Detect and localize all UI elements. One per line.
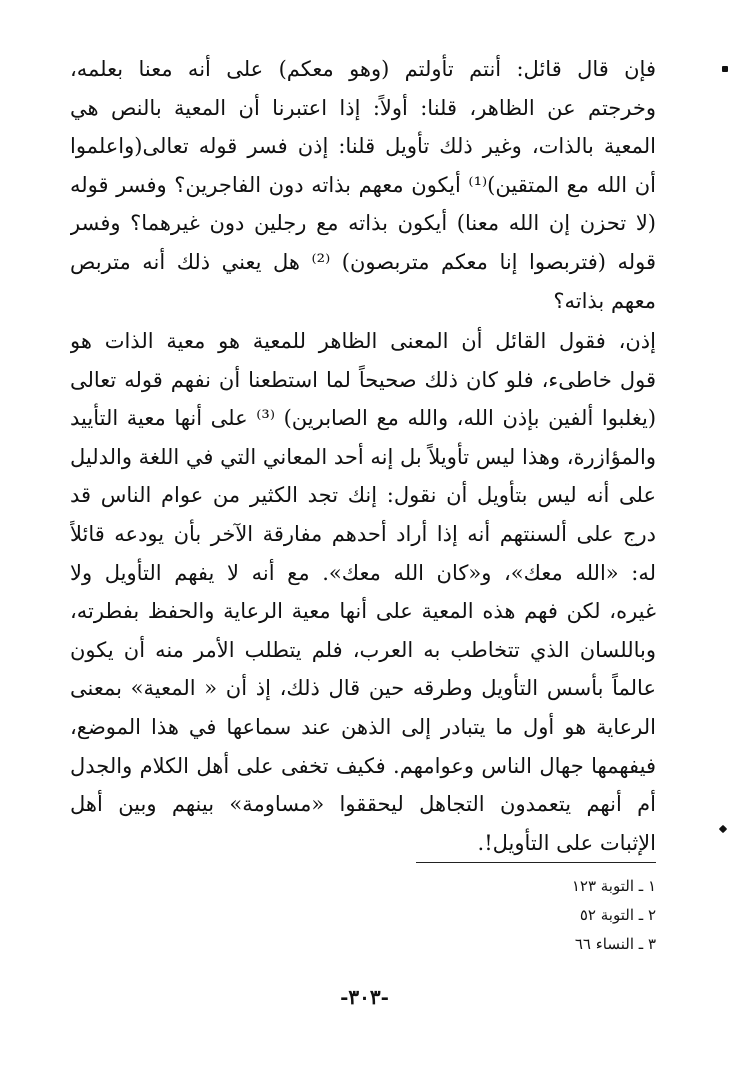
margin-mark <box>722 66 728 72</box>
paragraph-2 <box>70 322 656 862</box>
text-line: وخرجتم عن الظاهر، قلنا: أولاً: إذا اعتبرنا أن المعية بالنص هي <box>70 95 656 120</box>
text-line: (لا تحزن إن الله معنا) أيكون بذاته مع رجلين دون غيرهما؟ وفسر <box>70 211 656 236</box>
text-line: عالماً بأسس التأويل وطرقه حين قال ذلك، إذ أن « المعية» بمعنى <box>70 676 656 701</box>
text-line: الرعاية هو أول ما يتبادر إلى الذهن عند سماعها في هذا الموضع، <box>70 714 656 739</box>
page-number: -٣٠٣- <box>340 985 389 1009</box>
text-line: والمؤازرة، وهذا ليس تأويلاً بل إنه أحد المعاني التي في اللغة والدليل <box>70 444 656 469</box>
text-line: فيفهمها جهال الناس وعوامهم. فكيف تخفى على أهل الكلام والجدل <box>70 753 656 778</box>
text-line: درج على ألسنتهم أنه إذا أراد أحدهم مفارقة الآخر بأن يودعه قائلاً <box>70 521 656 546</box>
text-line: قول خاطىء، فلو كان ذلك صحيحاً لما استطعنا أن نفهم قوله تعالى <box>70 367 656 392</box>
text-line: المعية بالذات، وغير ذلك تأويل قلنا: إذن فسر قوله تعالى(واعلموا <box>70 134 656 159</box>
text-line: (يغلبوا ألفين بإذن الله، والله مع الصابرين) ⁽³⁾ على أنها معية التأييد <box>70 406 656 431</box>
margin-mark <box>719 825 727 833</box>
paragraph-1 <box>70 50 656 320</box>
footnote: ٢ ـ التوبة ٥٢ <box>579 906 656 924</box>
text-line: معهم بذاته؟ <box>553 288 656 313</box>
text-line: إذن، فقول القائل أن المعنى الظاهر للمعية هو معية الذات هو <box>70 329 656 353</box>
text-line: له: «الله معك»، و«كان الله معك». مع أنه لا يفهم التأويل ولا <box>70 560 656 585</box>
text-line: قوله (فتربصوا إنا معكم متربصون) ⁽²⁾ هل يعني ذلك أنه متربص <box>70 249 656 274</box>
footnotes <box>416 872 656 959</box>
footnote: ١ ـ التوبة ١٢٣ <box>571 877 656 895</box>
text-line: على أنه ليس بتأويل أن نقول: إنك تجد الكثير من عوام الناس قد <box>70 483 656 508</box>
text-line: وباللسان الذي تتخاطب به العرب، فلم يتطلب الأمر منه أن يكون <box>70 637 656 662</box>
footnote: ٣ ـ النساء ٦٦ <box>574 935 656 953</box>
footnote-divider <box>416 862 656 863</box>
text-line: فإن قال قائل: أنتم تأولتم (وهو معكم) على أنه معنا بعلمه، <box>70 57 656 81</box>
text-line: الإثبات على التأويل!. <box>477 830 656 855</box>
text-line: غيره، لكن فهم هذه المعية على أنها معية الرعاية والحفظ بفطرته، <box>70 599 656 624</box>
text-line: أن الله مع المتقين)⁽¹⁾ أيكون معهم بذاته دون الفاجرين؟ وفسر قوله <box>70 172 656 197</box>
text-line: أم أنهم يتعمدون التجاهل ليحققوا «مساومة» بينهم وبين أهل <box>70 792 656 817</box>
